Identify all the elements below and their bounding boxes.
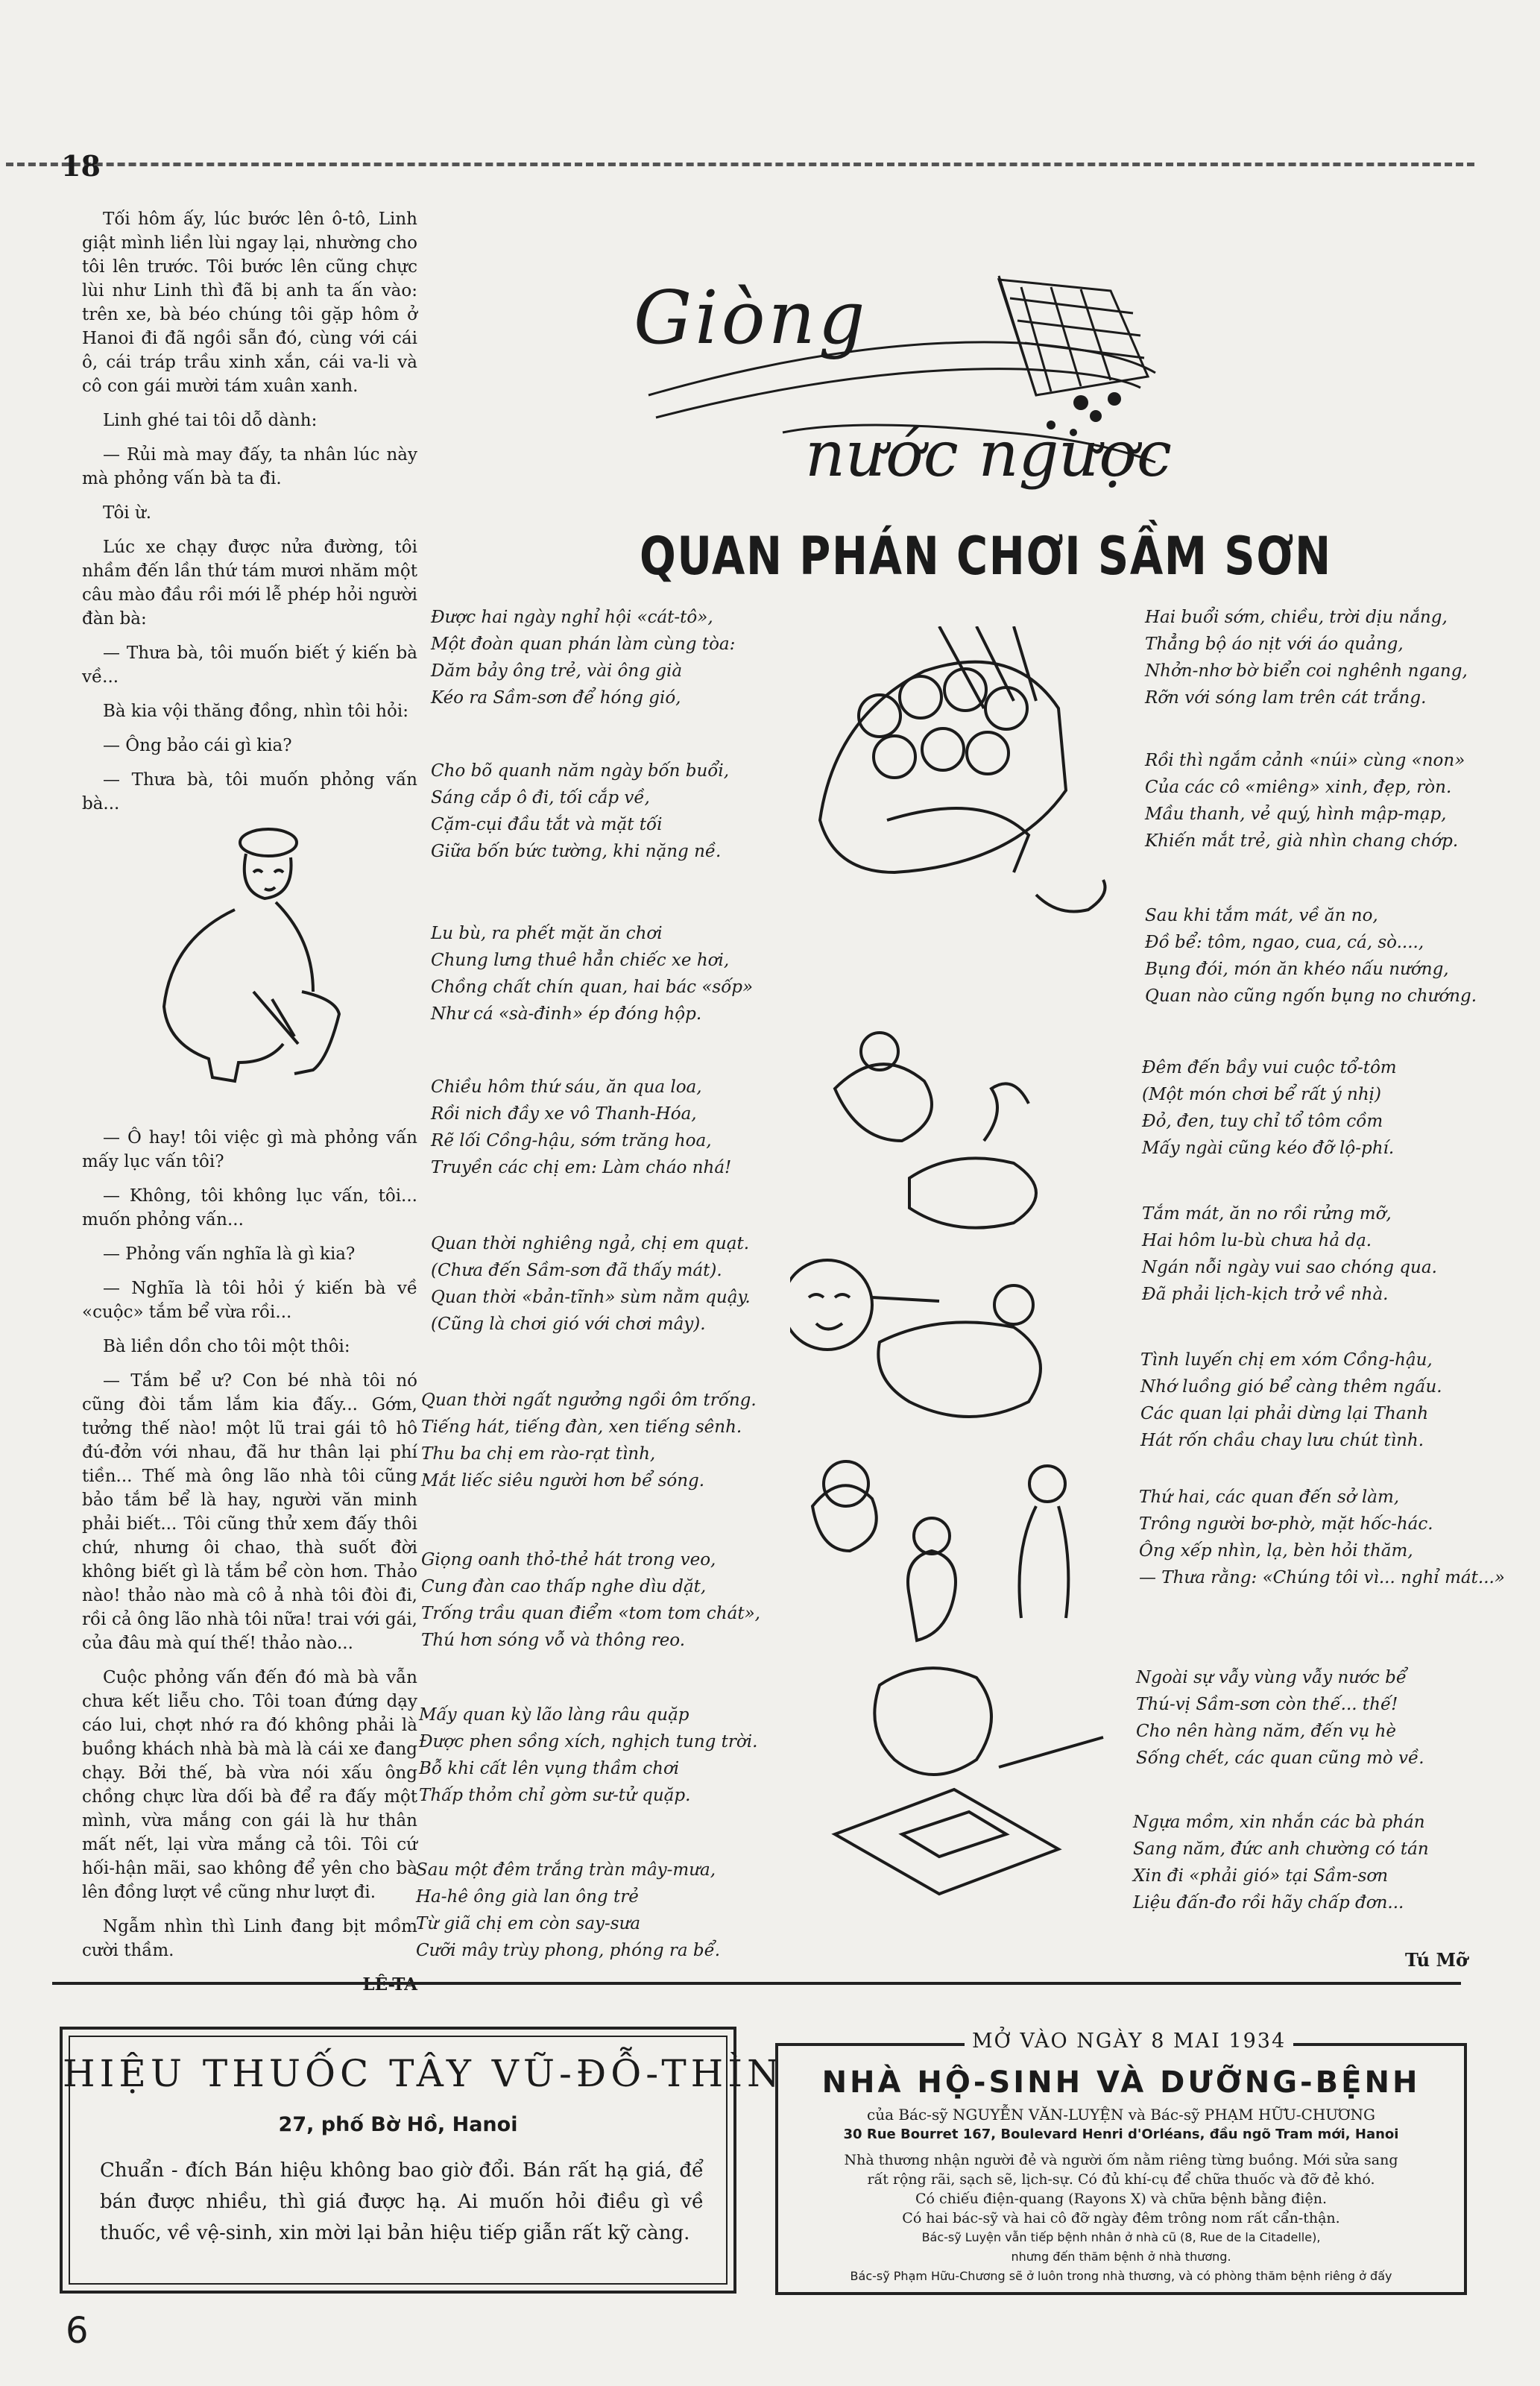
story-paragraph: — Nghĩa là tôi hỏi ý kiến bà về «cuộc» tắm bể vừa rồi... <box>82 1279 417 1322</box>
poem-stanza <box>431 604 781 711</box>
poem-line: Chung lưng thuê hẳn chiếc xe hơi, <box>431 951 730 970</box>
poem-line: Chiều hôm thứ sáu, ăn qua loa, <box>431 1077 702 1097</box>
story-paragraph: — Ông bảo cái gì kia? <box>103 736 292 755</box>
poem-line: Sang năm, đức anh chường có tán <box>1133 1839 1429 1859</box>
story-paragraph: — Không, tôi không lục vấn, tôi... muốn phỏng vấn... <box>82 1186 417 1230</box>
poem-line: Mắt liếc siêu người hơn bể sóng. <box>421 1471 705 1491</box>
poem-line: Cho bõ quanh năm ngày bốn buổi, <box>431 761 730 781</box>
center-illustrations <box>790 626 1148 1909</box>
poem-stanza <box>1142 1054 1492 1162</box>
poem-line: Truyền các chị em: Làm cháo nhá! <box>431 1158 732 1177</box>
story-paragraph: Bà kia vội thăng đồng, nhìn tôi hỏi: <box>103 702 408 721</box>
clinic-body <box>796 2150 1446 2286</box>
story-signature: LÊ-TA <box>362 1974 417 1995</box>
poem-line: Liệu đấn-đo rồi hãy chấp đơn... <box>1133 1893 1404 1913</box>
poem-line: (Cũng là chơi gió với chơi mây). <box>431 1315 706 1334</box>
story-part-2 <box>82 1126 417 2007</box>
clinic-note: Bác-sỹ Luyện vẫn tiếp bệnh nhân ở nhà cũ (8, Rue de la Citadelle), <box>921 2230 1321 2244</box>
poem-line: Đồ bể: tôm, ngao, cua, cá, sò...., <box>1145 933 1424 952</box>
poem-stanza <box>421 1546 771 1654</box>
clinic-address: 30 Rue Bourret 167, Boulevard Henri d'Orléans, đầu ngõ Tram mới, Hanoi <box>843 2127 1399 2142</box>
poem-line: Sau khi tắm mát, về ăn no, <box>1145 906 1378 925</box>
clinic-note: nhưng đến thăm bệnh ở nhà thương. <box>1011 2250 1231 2264</box>
poem-line: Các quan lại phải dừng lại Thanh <box>1140 1404 1429 1423</box>
poem-stanza <box>419 1702 769 1809</box>
poem-line: Trông người bơ-phờ, mặt hốc-hác. <box>1139 1514 1433 1534</box>
story-paragraph: Linh ghé tai tôi dỗ dành: <box>103 411 318 430</box>
story-paragraph: — Thưa bà, tôi muốn phỏng vấn bà... <box>82 770 417 813</box>
poem-line: Xin đi «phải gió» tại Sầm-sơn <box>1133 1866 1389 1886</box>
poem-line: Như cá «sà-đinh» ép đóng hộp. <box>431 1004 702 1024</box>
poem-line: Chồng chất chín quan, hai bác «sốp» <box>431 978 754 997</box>
poem-line: Mấy ngài cũng kéo đỡ lộ-phí. <box>1142 1139 1395 1158</box>
story-paragraph: Tôi ừ. <box>103 503 152 523</box>
poem-line: Ông xếp nhìn, lạ, bèn hỏi thăm, <box>1139 1541 1413 1561</box>
page-number: 18 <box>61 149 101 183</box>
poem-line: Bỗ khi cất lên vụng thầm chơi <box>419 1759 680 1778</box>
story-paragraph: Lúc xe chạy được nửa đường, tôi nhầm đến lần thứ tám mươi nhăm một câu mào đầu rồi mới lễ phép hỏi người đàn bà: <box>82 538 417 629</box>
poem-line: Sáng cắp ô đi, tối cắp về, <box>431 788 650 808</box>
poem-line: Thẳng bộ áo nịt với áo quảng, <box>1145 635 1404 654</box>
poem-line: Cặm-cụi đầu tắt và mặt tối <box>431 815 663 834</box>
poem-line: Giữa bốn bức tường, khi nặng nề. <box>431 842 722 861</box>
pharmacy-address: 27, phố Bờ Hồ, Hanoi <box>278 2113 518 2136</box>
story-paragraph: Cuộc phỏng vấn đến đó mà bà vẫn chưa kết liễu cho. Tôi toan đứng dạy cáo lui, chợt nhớ ra đó không phải là buồng khách nhà bà mà là cái xe đang chạy. Bởi thế, bà vừa nói xấu ông chồng chực lừa dối bà để ra đấy một mình, vừa mắng con gái là hư thân mất nết, lại vừa mắng cả tôi. Tôi cứ hối-hận mãi, sao không để yên cho bà lên đồng lượt về cũng như lượt đi. <box>82 1668 417 1902</box>
story-paragraph: — Tắm bể ư? Con bé nhà tôi nó cũng đòi tắm lắm kia đấy... Gớm, tưởng thế nào! một lũ trai gái tô hô đú-đởn với nhau, đã hư thân lại phí tiền... Thế mà ông lão nhà tôi cũng bảo tắm bể là hay, người văn minh phải biết... Tôi cũng thử xem đấy thôi chứ, nhưng ôi chao, thà suốt đời không biết gì là tắm bể còn hơn. Thảo nào! thảo nào mà cô ả nhà tôi đòi đi, rồi cả ông lão nhà tôi nữa! trai với gái, của đâu mà quí thế! thảo nào... <box>82 1371 417 1653</box>
poem-stanza <box>1140 1347 1491 1454</box>
story-part-1 <box>82 207 417 826</box>
poem-stanza <box>1136 1664 1486 1772</box>
handwritten-page-mark: 6 <box>66 2310 89 2352</box>
poem-line: Tắm mát, ăn no rồi rửng mỡ, <box>1142 1204 1392 1224</box>
poem-line: Dăm bảy ông trẻ, vài ông già <box>431 661 683 681</box>
poem-line: Đã phải lịch-kịch trở về nhà. <box>1142 1285 1389 1304</box>
poem-line: Từ giã chị em còn say-sưa <box>416 1914 641 1933</box>
poem-author: Tú Mỡ <box>1405 1949 1468 1971</box>
poem-line: Khiến mắt trẻ, già nhìn chang chớp. <box>1145 831 1459 851</box>
poem-line: Đỏ, đen, tuy chỉ tổ tôm cồm <box>1142 1112 1383 1131</box>
clinic-note: Bác-sỹ Phạm Hữu-Chương sẽ ở luôn trong nhà thương, và có phòng thăm bệnh riêng ở đấy <box>850 2269 1392 2283</box>
poem-line: Hai buổi sớm, chiều, trời dịu nắng, <box>1145 608 1448 627</box>
poem-line: Tiếng hát, tiếng đàn, xen tiếng sênh. <box>421 1417 742 1437</box>
story-paragraph: — Thưa bà, tôi muốn biết ý kiến bà về... <box>82 643 417 687</box>
poem-line: Kéo ra Sầm-sơn để hóng gió, <box>431 688 681 708</box>
poem-line: Cung đàn cao thấp nghe dìu dặt, <box>421 1577 707 1596</box>
poem-line: Quan nào cũng ngốn bụng no chướng. <box>1145 986 1477 1006</box>
poem-line: Nhớ luồng gió bể càng thêm ngấu. <box>1140 1377 1442 1397</box>
poem-stanza <box>1133 1809 1483 1916</box>
clinic-doctors: của Bác-sỹ NGUYỄN VĂN-LUYỆN và Bác-sỹ PHẠM HỮU-CHƯƠNG <box>867 2106 1375 2124</box>
poem-line: Giọng oanh thỏ-thẻ hát trong veo, <box>421 1550 716 1570</box>
poem-line: Mầu thanh, vẻ quý, hình mập-mạp, <box>1145 805 1447 824</box>
headline: QUAN PHÁN CHƠI SẦM SƠN <box>640 526 1332 587</box>
poem-line: Thú-vị Sầm-sơn còn thế... thế! <box>1136 1695 1398 1714</box>
pharmacy-name: HIỆU THUỐC TÂY VŨ-ĐỖ-THÌN <box>63 2052 784 2095</box>
story-paragraph: — Rủi mà may đấy, ta nhân lúc này mà phỏng vấn bà ta đi. <box>82 445 417 488</box>
poem-line: Rẽ lối Cồng-hậu, sớm trăng hoa, <box>431 1131 712 1150</box>
clinic-opening-date: MỞ VÀO NGÀY 8 MAI 1934 <box>965 2030 1293 2053</box>
poem-stanza <box>1139 1484 1505 1591</box>
poem-line: Thứ hai, các quan đến sở làm, <box>1139 1488 1400 1507</box>
poem-line: Được hai ngày nghỉ hội «cát-tô», <box>431 608 713 627</box>
poem-line: Thú hơn sóng vỗ và thông reo. <box>421 1631 686 1650</box>
poem-line: Ngán nỗi ngày vui sao chóng qua. <box>1142 1258 1437 1277</box>
poem-line: Sau một đêm trắng tràn mây-mưa, <box>416 1860 716 1880</box>
poem-line: Ngựa mồm, xin nhắn các bà phán <box>1133 1813 1425 1832</box>
poem-line: Một đoàn quan phán làm cùng tòa: <box>431 635 736 654</box>
story-paragraph: Tối hôm ấy, lúc bước lên ô-tô, Linh giật mình liền lùi ngay lại, nhường cho tôi lên trước. Tôi bước lên cũng chực lùi như Linh thì đã bị anh ta ấn vào: trên xe, bà béo chúng tôi gặp hôm ở Hanoi đi đã ngồi sẵn đó, cùng với cái ô, cái tráp trầu xinh xắn, cái va-li và cô con gái mười tám xuân xanh. <box>82 210 417 396</box>
poem-line: Trống trầu quan điểm «tom tom chát», <box>421 1604 760 1623</box>
poem-line: Ha-hê ông già lan ông trẻ <box>416 1887 639 1907</box>
poem-stanza <box>1145 902 1495 1010</box>
pharmacy-body: Chuẩn - đích Bán hiệu không bao giờ đổi. Bán rất hạ giá, để bán được nhiều, thì giá được hạ. Ai muốn hỏi điều gì về thuốc, về vệ-sinh, xin mời lại bản hiệu tiếp giẫn rất kỹ càng. <box>100 2159 704 2244</box>
poem-line: Sống chết, các quan cũng mò về. <box>1136 1748 1424 1768</box>
poem-line: Hai hôm lu-bù chưa hả dạ. <box>1142 1231 1372 1250</box>
poem-line: Lu bù, ra phết mặt ăn chơi <box>431 924 663 943</box>
story-paragraph: Bà liền dồn cho tôi một thôi: <box>103 1337 350 1356</box>
poem-stanza <box>431 920 781 1027</box>
poem-stanza <box>431 758 781 865</box>
pharmacy-ad <box>60 2027 784 2294</box>
top-dashed-rule <box>6 163 1474 166</box>
poem-line: Quan thời «bản-tĩnh» sùm nằm quậy. <box>431 1288 751 1307</box>
poem-line: Quan thời nghiêng ngả, chị em quạt. <box>431 1234 750 1253</box>
poem-stanza <box>431 1074 781 1181</box>
poem-line: Cưỡi mây trùy phong, phóng ra bể. <box>416 1941 721 1960</box>
poem-line: Của các cô «miêng» xinh, đẹp, ròn. <box>1145 778 1452 797</box>
poem-line: Mấy quan kỳ lão làng râu quặp <box>419 1705 689 1725</box>
clinic-line: Có hai bác-sỹ và hai cô đỡ ngày đêm trông nom rất cẩn-thận. <box>902 2210 1340 2226</box>
clinic-line: Nhà thương nhận người đẻ và người ốm nằm riêng từng buồng. Mới sửa sang <box>844 2152 1398 2168</box>
poem-stanza <box>1142 1200 1492 1308</box>
clinic-name: NHÀ HỘ-SINH VÀ DƯỠNG-BỆNH <box>821 2065 1421 2100</box>
woman-illustration <box>142 820 395 1104</box>
poem-line: Hát rốn chầu chay lưu chút tình. <box>1140 1431 1424 1450</box>
poem-line: (Chưa đến Sầm-sơn đã thấy mát). <box>431 1261 722 1280</box>
ads-separator <box>52 1982 1461 1985</box>
poem-line: — Thưa rằng: «Chúng tôi vì... nghỉ mát...» <box>1139 1568 1505 1587</box>
title-handwritten-line-2: nước ngược <box>805 418 1173 491</box>
story-paragraph: — Phỏng vấn nghĩa là gì kia? <box>103 1244 356 1264</box>
poem-line: Quan thời ngất ngưởng ngồi ôm trống. <box>421 1391 757 1410</box>
clinic-line: Có chiếu điện-quang (Rayons X) và chữa bệnh bằng điện. <box>915 2191 1328 2207</box>
poem-line: Cho nên hàng năm, đến vụ hè <box>1136 1722 1396 1741</box>
poem-line: Tình luyến chị em xóm Cồng-hậu, <box>1140 1350 1433 1370</box>
poem-stanza <box>1145 604 1495 711</box>
poem-line: Rồi nich đầy xe vô Thanh-Hóa, <box>431 1104 697 1124</box>
poem-line: Bụng đói, món ăn khéo nấu nướng, <box>1145 960 1449 979</box>
poem-stanza <box>416 1857 766 1964</box>
poem-line: Ngoài sự vẫy vùng vẫy nước bể <box>1136 1668 1407 1687</box>
story-paragraph: — Ô hay! tôi việc gì mà phỏng vấn mấy lục vấn tôi? <box>82 1128 417 1171</box>
title-handwritten-line-1: Giòng <box>634 276 868 361</box>
clinic-line: rất rộng rãi, sạch sẽ, lịch-sự. Có đủ khí-cụ để chữa thuốc và đỡ đẻ khó. <box>867 2171 1375 2188</box>
poem-line: (Một món chơi bể rất ý nhị) <box>1142 1085 1382 1104</box>
poem-line: Đêm đến bầy vui cuộc tổ-tôm <box>1142 1058 1397 1077</box>
poem-line: Được phen sồng xích, nghịch tung trời. <box>419 1732 758 1751</box>
clinic-ad <box>775 2030 1467 2295</box>
poem-line: Thu ba chị em rào-rạt tình, <box>421 1444 656 1464</box>
poem-line: Thấp thỏm chỉ gờm sư-tử quặp. <box>419 1786 691 1805</box>
story-paragraph: Ngẫm nhìn thì Linh đang bịt mồm cười thầm. <box>82 1917 417 1960</box>
poem-stanza <box>421 1387 771 1494</box>
poem-stanza <box>431 1230 781 1338</box>
poem-line: Nhởn-nhơ bờ biển coi nghênh ngang, <box>1145 661 1468 681</box>
poem-line: Rỡn với sóng lam trên cát trắng. <box>1145 688 1427 708</box>
poem-line: Rồi thì ngắm cảnh «núi» cùng «non» <box>1145 751 1465 770</box>
poem-stanza <box>1145 747 1495 854</box>
